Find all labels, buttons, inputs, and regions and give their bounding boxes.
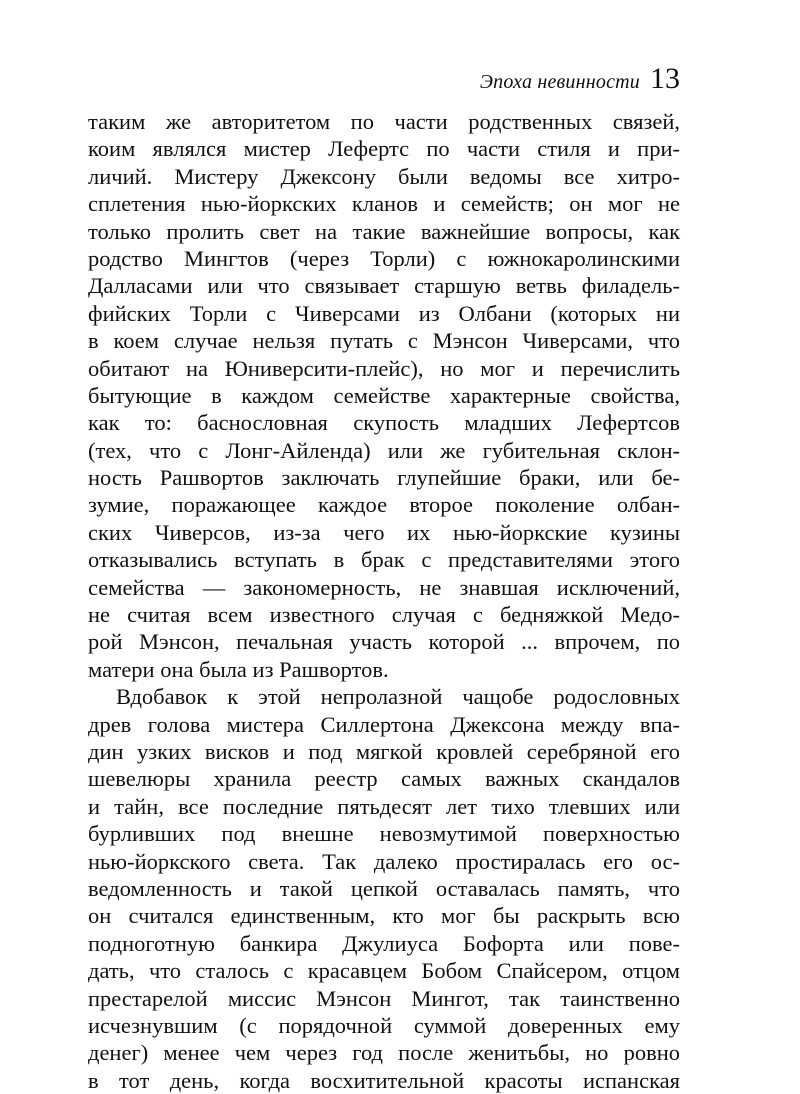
text-line: ских Чиверсов, из-за чего их нью-йоркские кузины bbox=[88, 519, 680, 545]
text-line: подноготную банкира Джулиуса Бофорта или пове- bbox=[88, 930, 680, 956]
text-line: родство Мингтов (через Торли) с южнокаролинскими bbox=[88, 245, 680, 271]
text-line: дать, что сталось с красавцем Бобом Спайсером, отцом bbox=[88, 958, 680, 984]
text-line: и тайн, все последние пятьдесят лет тихо тлевших или bbox=[88, 793, 680, 819]
text-line: коим являлся мистер Лефертс по части стиля и при- bbox=[88, 136, 680, 162]
text-line: рой Мэнсон, печальная участь которой ... впрочем, по bbox=[88, 629, 680, 655]
text-line: обитают на Юниверсити-плейс), но мог и перечислить bbox=[88, 355, 680, 381]
text-line: отказывались вступать в брак с представителями этого bbox=[88, 547, 680, 573]
text-line: фийских Торли с Чиверсами из Олбани (которых ни bbox=[88, 300, 680, 326]
paragraph-first-line: Вдобавок к этой непролазной чащобе родословных bbox=[116, 684, 680, 710]
text-line: как то: баснословная скупость младших Лефертсов bbox=[88, 410, 680, 436]
text-line: древ голова мистера Силлертона Джексона между впа- bbox=[88, 711, 680, 737]
text-line: зумие, поражающее каждое второе поколение олбан- bbox=[88, 492, 680, 518]
text-line: дин узких висков и под мягкой кровлей серебряной его bbox=[88, 738, 680, 764]
text-line: в коем случае нельзя путать с Мэнсон Чиверсами, что bbox=[88, 328, 680, 354]
text-line: личий. Мистеру Джексону были ведомы все хитро- bbox=[88, 163, 680, 189]
text-line: (тех, что с Лонг-Айленда) или же губительная склон- bbox=[88, 437, 680, 463]
text-line: исчезнувшим (с порядочной суммой доверенных ему bbox=[88, 1012, 680, 1038]
text-line: таким же авторитетом по части родственных связей, bbox=[88, 109, 680, 134]
text-line: Далласами или что связывает старшую ветвь филадель- bbox=[88, 273, 680, 299]
paragraph-end-line: матери она была из Рашвортов. bbox=[88, 656, 389, 682]
text-line: шевелюры хранила реестр самых важных скандалов bbox=[88, 766, 680, 792]
page-number: 13 bbox=[650, 62, 680, 95]
running-header bbox=[480, 64, 680, 104]
text-line: нью-йоркского света. Так далеко простиралась его ос- bbox=[88, 848, 680, 874]
text-line: сплетения нью-йоркских кланов и семейств; он мог не bbox=[88, 191, 680, 217]
text-line: не считая всем известного случая с бедняжкой Медо- bbox=[88, 602, 680, 628]
text-line: бытующие в каждом семействе характерные свойства, bbox=[88, 382, 680, 408]
text-line: в тот день, когда восхитительной красоты испанская bbox=[88, 1067, 680, 1093]
text-line: он считался единственным, кто мог бы раскрыть всю bbox=[88, 903, 680, 929]
text-line: денег) менее чем через год после женитьбы, но ровно bbox=[88, 1040, 680, 1066]
running-title: Эпоха невинности bbox=[479, 71, 640, 93]
text-line: престарелой миссис Мэнсон Мингот, так таинственно bbox=[88, 985, 680, 1011]
text-line: бурливших под внешне невозмутимой поверхностью bbox=[88, 821, 680, 847]
text-line: ведомленность и такой цепкой оставалась память, что bbox=[88, 875, 680, 901]
text-line: ность Рашвортов заключать глупейшие браки, или бе- bbox=[88, 465, 680, 491]
text-line: семейства — закономерность, не знавшая исключений, bbox=[88, 574, 680, 600]
body-text bbox=[88, 108, 680, 1094]
text-line: только пролить свет на такие важнейшие вопросы, как bbox=[88, 218, 680, 244]
